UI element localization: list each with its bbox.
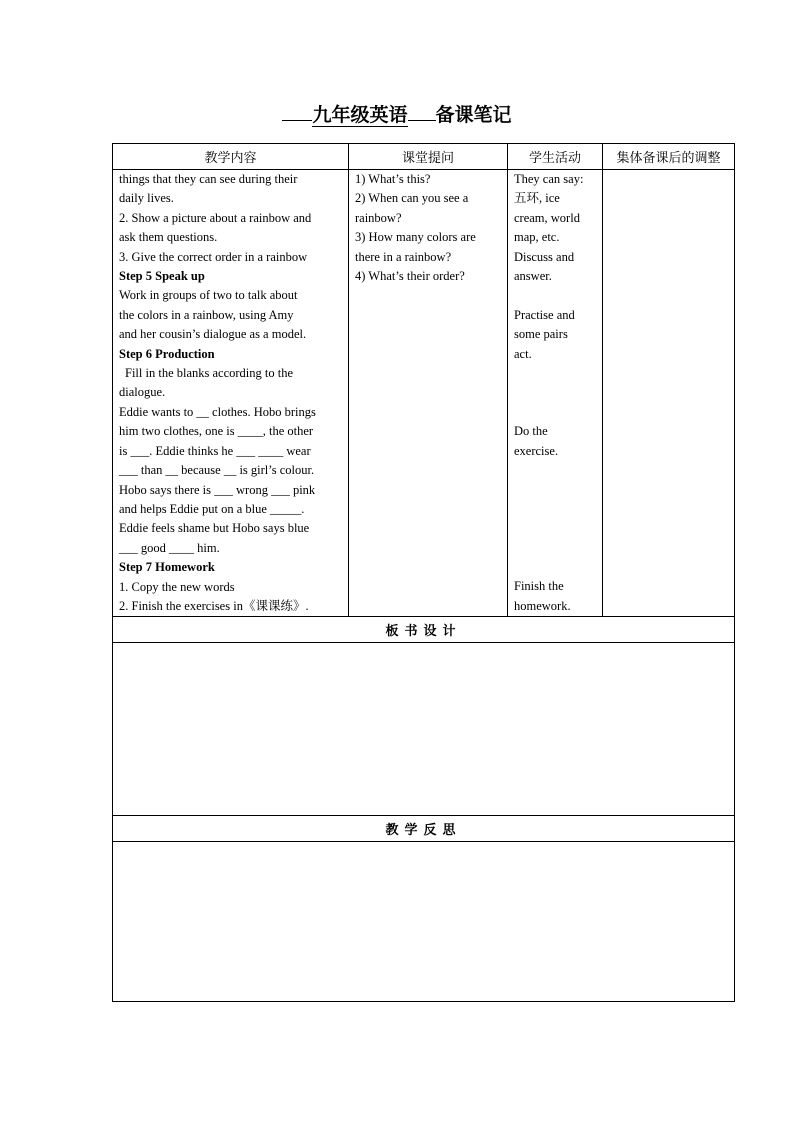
activity-line: Do the <box>514 424 548 439</box>
content-line: ask them questions. <box>119 230 218 245</box>
title-subject: 九年级英语 <box>312 104 408 126</box>
activity-line: some pairs <box>514 327 568 342</box>
content-line: ___ good ____ him. <box>119 540 220 555</box>
activity-line: Practise and <box>514 307 575 322</box>
content-line: and helps Eddie put on a blue _____. <box>119 501 305 516</box>
question-line: there in a rainbow? <box>355 249 452 264</box>
content-line: 3. Give the correct order in a rainbow <box>119 249 308 264</box>
class-questions-cell <box>349 170 508 617</box>
content-line: Hobo says there is ___ wrong ___ pink <box>119 482 316 497</box>
board-design-header-row <box>113 617 735 643</box>
content-line: dialogue. <box>119 385 166 400</box>
step7-heading: Step 7 Homework <box>119 560 215 575</box>
page-title <box>0 100 794 127</box>
content-line: 1. Copy the new words <box>119 579 235 594</box>
header-teaching-content: 教学内容 <box>113 144 349 170</box>
content-line: Eddie wants to __ clothes. Hobo brings <box>119 404 316 419</box>
activity-line: Finish the <box>514 579 564 594</box>
reflection-row <box>113 842 735 1002</box>
activity-line: answer. <box>514 269 552 284</box>
activity-line: exercise. <box>514 443 559 458</box>
question-line: 1) What’s this? <box>355 172 431 186</box>
question-line: 4) What’s their order? <box>355 269 465 284</box>
activity-line: map, etc. <box>514 230 560 245</box>
content-line: ___ than __ because __ is girl’s colour. <box>119 463 315 478</box>
question-line: 2) When can you see a <box>355 191 469 206</box>
content-line: Fill in the blanks according to the <box>125 366 294 381</box>
question-line: rainbow? <box>355 210 402 225</box>
content-line: 2. Finish the exercises in《课课练》. <box>119 598 309 613</box>
content-line: Eddie feels shame but Hobo says blue <box>119 521 310 536</box>
board-design-area <box>113 643 735 816</box>
header-student-activities: 学生活动 <box>508 144 603 170</box>
student-activities-cell <box>508 170 603 617</box>
content-line: the colors in a rainbow, using Amy <box>119 307 294 322</box>
activity-line: Discuss and <box>514 249 575 264</box>
content-line: is ___. Eddie thinks he ___ ____ wear <box>119 443 311 458</box>
activity-line: homework. <box>514 598 571 613</box>
activity-line: They can say: <box>514 172 584 186</box>
content-line: 2. Show a picture about a rainbow and <box>119 210 312 225</box>
adjustments-cell <box>603 170 735 617</box>
activity-line: cream, world <box>514 210 580 225</box>
teaching-content-cell <box>113 170 349 617</box>
content-line: him two clothes, one is ____, the other <box>119 424 314 439</box>
step5-heading: Step 5 Speak up <box>119 269 205 284</box>
title-blank-left <box>282 102 312 121</box>
header-class-questions: 课堂提问 <box>349 144 508 170</box>
reflection-header-row <box>113 816 735 842</box>
board-design-row <box>113 643 735 816</box>
title-blank-right <box>408 102 436 121</box>
lesson-plan-table <box>112 143 735 1002</box>
teaching-reflection-area <box>113 842 735 1002</box>
content-line: daily lives. <box>119 191 174 206</box>
content-row <box>113 170 735 617</box>
teaching-reflection-heading: 教学反思 <box>113 816 735 842</box>
content-line: things that they can see during their <box>119 172 298 186</box>
content-line: and her cousin’s dialogue as a model. <box>119 327 307 342</box>
content-line: Work in groups of two to talk about <box>119 288 298 303</box>
header-adjustments: 集体备课后的调整 <box>603 144 735 170</box>
header-row <box>113 144 735 170</box>
activity-line: 五环, ice <box>514 191 560 206</box>
step6-heading: Step 6 Production <box>119 346 215 361</box>
title-suffix: 备课笔记 <box>435 104 512 126</box>
board-design-heading: 板书设计 <box>113 617 735 643</box>
activity-line: act. <box>514 346 532 361</box>
question-line: 3) How many colors are <box>355 230 476 245</box>
